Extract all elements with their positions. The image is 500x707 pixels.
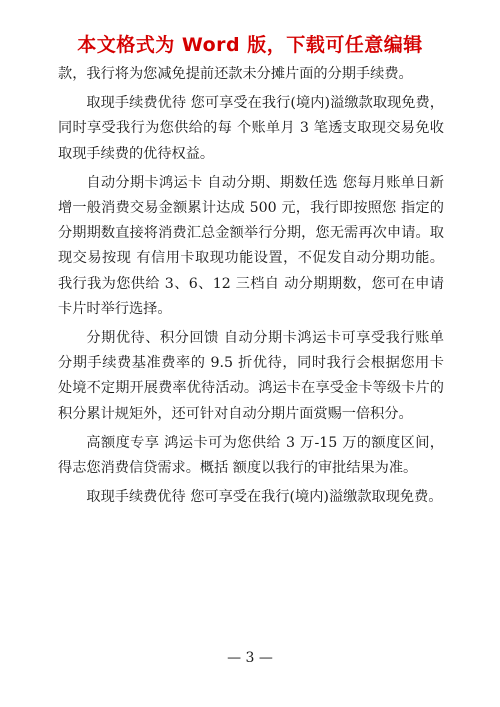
paragraph-cash-fee-benefit: 取现手续费优待 您可享受在我行(境内)溢缴款取现免费，同时享受我行为您供给的每 个账单月 3 笔透支取现交易免收取现手续费的优待权益。 [58,95,444,162]
paragraph-auto-installment: 自动分期卡鸿运卡 自动分期、期数任选 您每月账单日新增一般消费交易金额累计达成 500 元，我行即按照您 指定的分期期数直接将消费汇总金额举行分期，您无需再次申请。取现交易按现 有信用卡取现功能设置，不促发自动分期功能。我行我为您供给 3、6、12 三档自 动分期期数，您可在申请卡片时举行选择。 [58,174,444,317]
paragraph-continuation: 款，我行将为您减免提前还款未分摊片面的分期手续费。 [58,66,413,82]
paragraph-installment-points: 分期优待、积分回馈 自动分期卡鸿运卡可享受我行账单分期手续费基准费率的 9.5 折优待，同时我行会根据您用卡处境不定期开展费率优待活动。鸿运卡在享受金卡等级卡片的积分累计规矩外，还可针对自动分期片面赏赐一倍积分。 [58,330,444,422]
document-body [58,62,444,514]
page-number: — 3 — [227,650,273,666]
document-header-title: 本文格式为 Word 版，下载可任意编辑 [77,34,423,56]
paragraph-cash-fee-benefit-2: 取现手续费优待 您可享受在我行(境内)溢缴款取现免费。 [86,489,443,506]
paragraph-high-credit-limit: 高额度专享 鸿运卡可为您供给 3 万-15 万的额度区间，得志您消费信贷需求。概括 额度以我行的审批结果为准。 [58,434,444,477]
